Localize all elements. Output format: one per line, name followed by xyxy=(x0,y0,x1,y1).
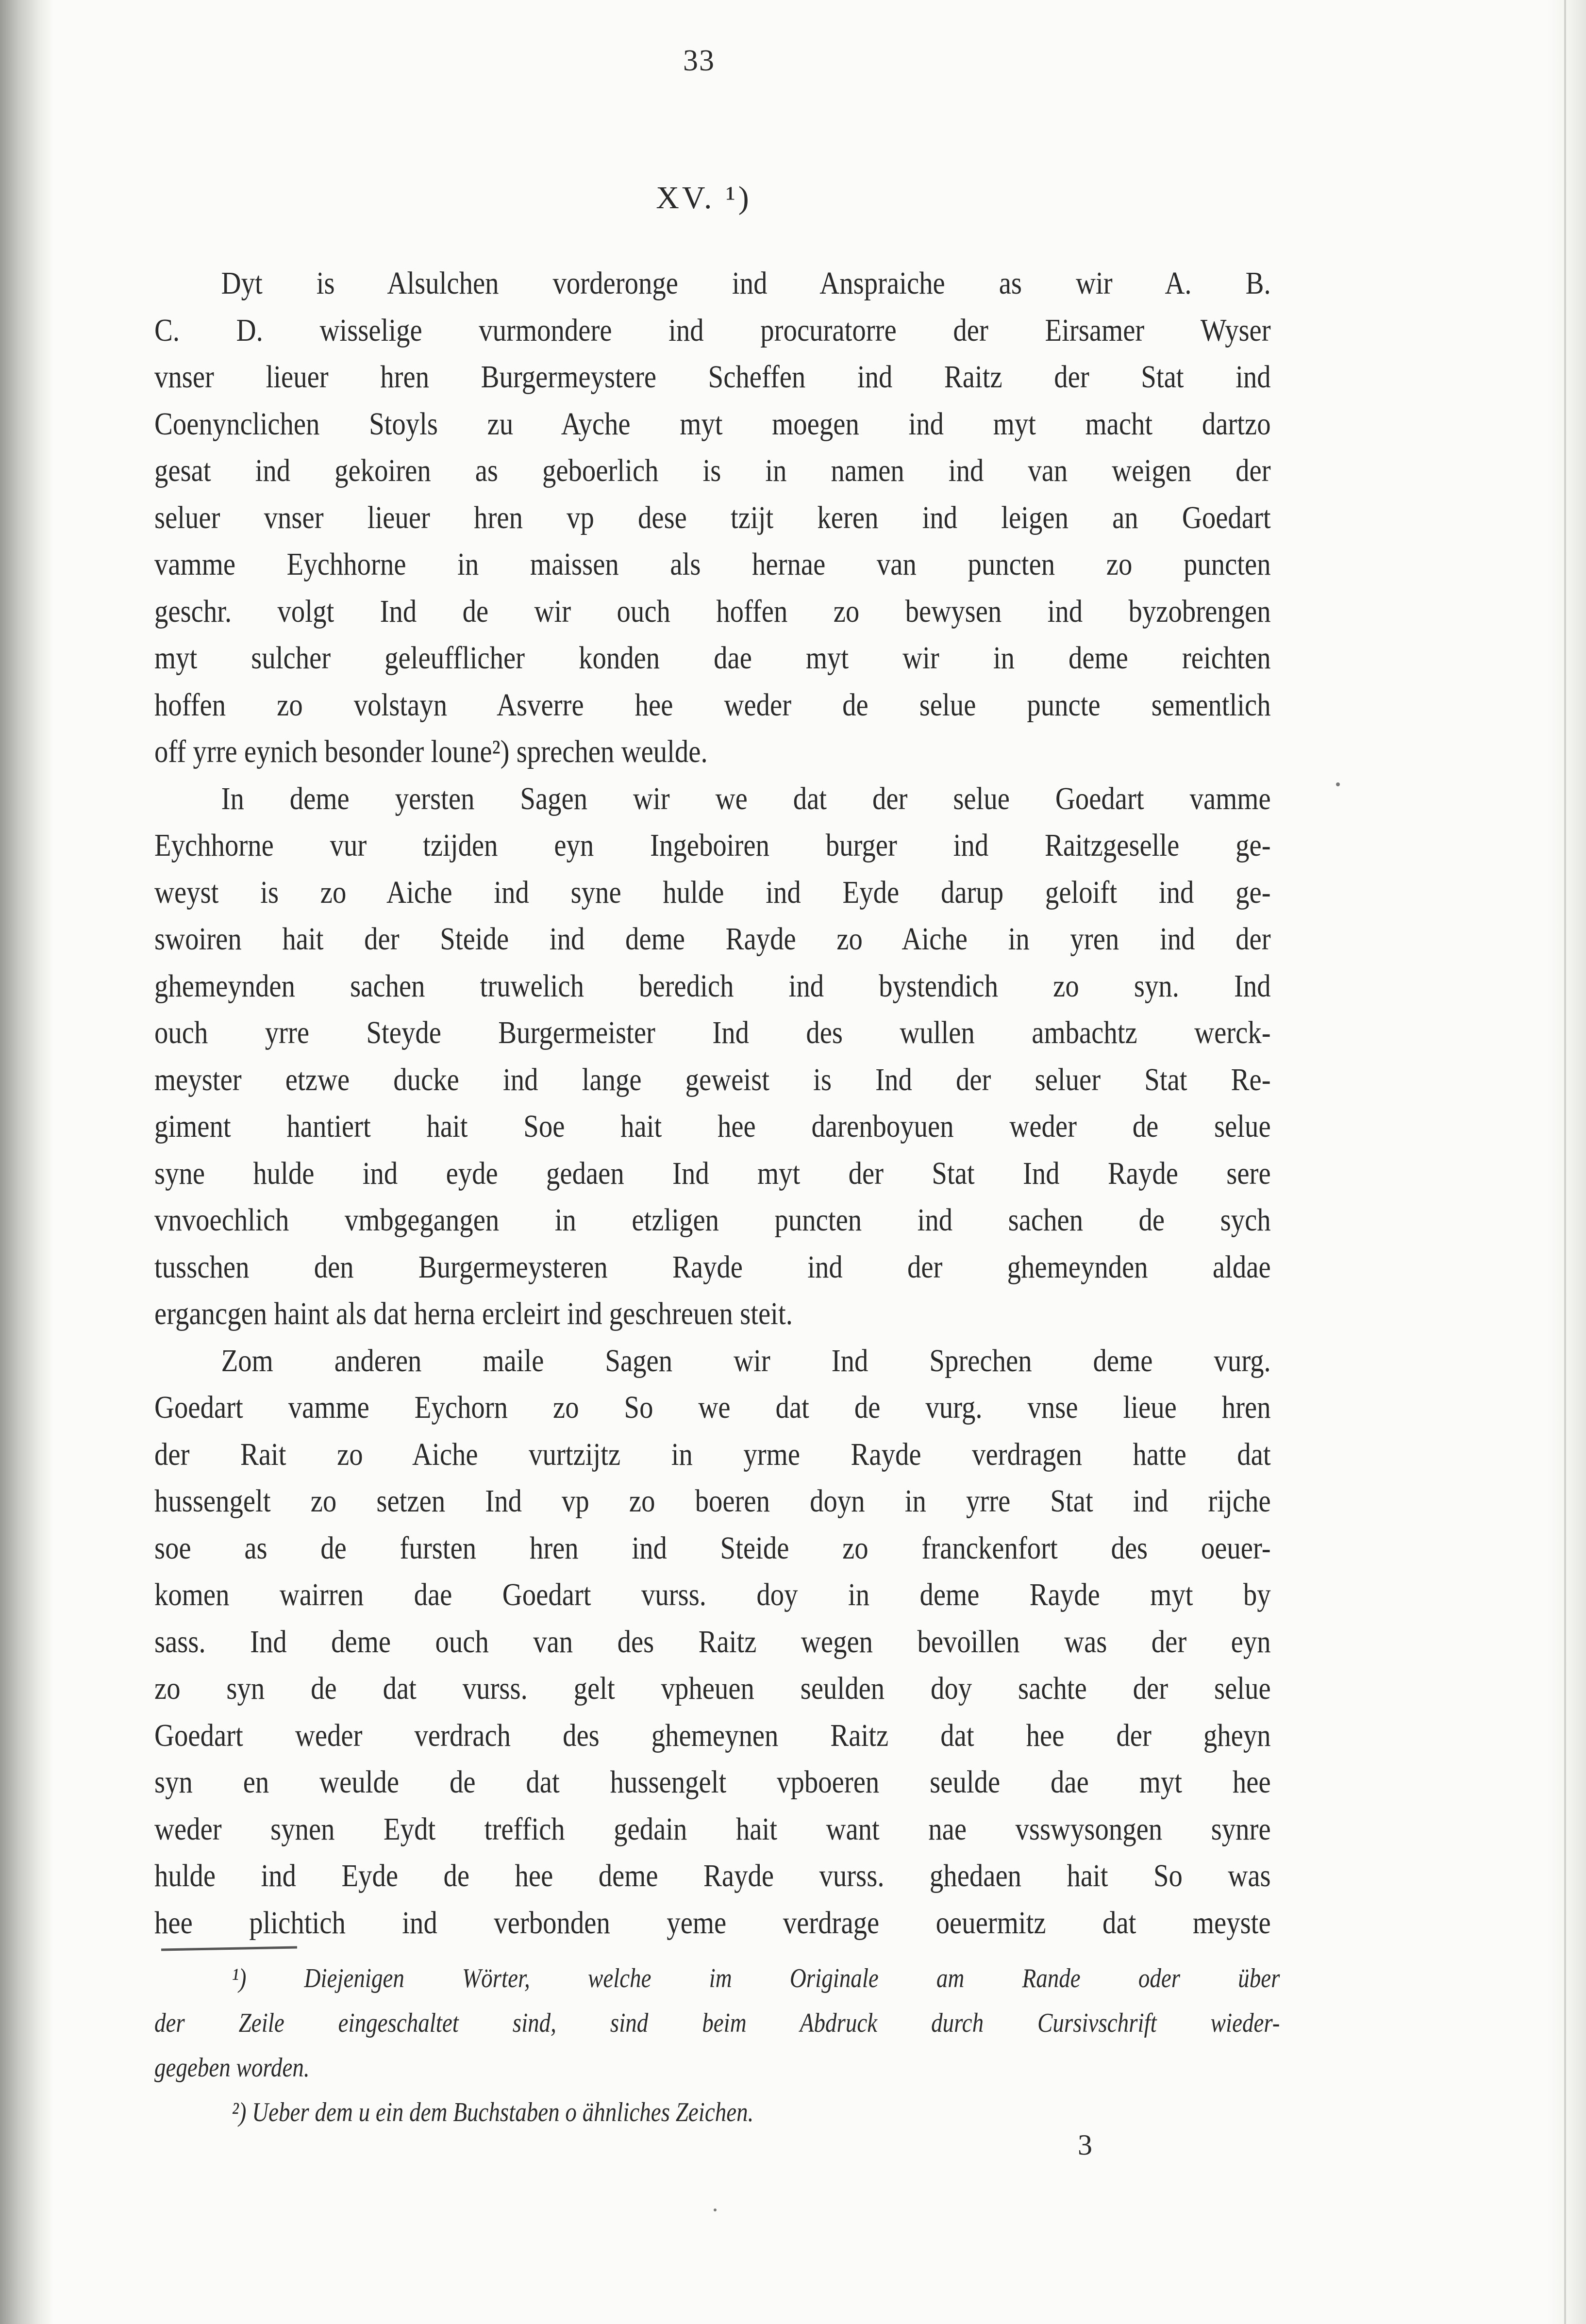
text-line: vamme Eychhorne in maissen als hernae van puncten zo puncten xyxy=(154,547,1271,582)
footnote-line: der Zeile eingeschaltet sind, sind beim Abdruck durch Cursivschrift wieder- xyxy=(154,2008,1280,2038)
text-line: C. D. wisselige vurmondere ind procuratorre der Eirsamer Wyser xyxy=(154,312,1271,348)
text-line: zo syn de dat vurss. gelt vpheuen seulden doy sachte der selue xyxy=(154,1671,1271,1706)
text-line: vnvoechlich vmbgegangen in etzligen puncten ind sachen de sych xyxy=(154,1202,1271,1238)
text-line: soe as de fursten hren ind Steide zo franckenfort des oeuer- xyxy=(154,1530,1271,1566)
scan-edge-left xyxy=(0,0,53,2324)
text-line: myt sulcher geleufflicher konden dae myt wir in deme reichten xyxy=(154,640,1271,676)
footnote-line: ²) Ueber dem u ein dem Buchstaben o ähnliches Zeichen. xyxy=(232,2097,754,2127)
text-line: ghemeynden sachen truwelich beredich ind bystendich zo syn. Ind xyxy=(154,968,1271,1004)
body-text xyxy=(154,260,1271,1946)
text-line: syne hulde ind eyde gedaen Ind myt der Stat Ind Rayde sere xyxy=(154,1155,1271,1191)
text-line: hussengelt zo setzen Ind vp zo boeren doyn in yrre Stat ind rijche xyxy=(154,1483,1271,1519)
text-line: weyst is zo Aiche ind syne hulde ind Eyde darup geloift ind ge- xyxy=(154,874,1271,910)
scan-edge-right xyxy=(1547,0,1586,2324)
text-line: hulde ind Eyde de hee deme Rayde vurss. ghedaen hait So was xyxy=(154,1858,1271,1893)
footnote-line: gegeben worden. xyxy=(154,2053,310,2083)
text-line: sass. Ind deme ouch van des Raitz wegen bevoillen was der eyn xyxy=(154,1624,1271,1660)
text-line: giment hantiert hait Soe hait hee darenboyuen weder de selue xyxy=(154,1109,1271,1144)
text-line: komen wairren dae Goedart vurss. doy in deme Rayde myt by xyxy=(154,1577,1271,1612)
text-line: vnser lieuer hren Burgermeystere Scheffen ind Raitz der Stat ind xyxy=(154,359,1271,395)
scan-speck xyxy=(714,2208,717,2211)
text-line: gesat ind gekoiren as geboerlich is in namen ind van weigen der xyxy=(154,453,1271,488)
signature-mark: 3 xyxy=(1078,2129,1092,2161)
footnote-divider xyxy=(161,1946,297,1951)
text-line: swoiren hait der Steide ind deme Rayde zo Aiche in yren ind der xyxy=(154,921,1271,957)
footnote-line: ¹) Diejenigen Wörter, welche im Originale am Rande oder über xyxy=(232,1963,1280,1993)
text-line: Coenynclichen Stoyls zu Ayche myt moegen ind myt macht dartzo xyxy=(154,406,1271,442)
text-line: meyster etzwe ducke ind lange geweist is Ind der seluer Stat Re- xyxy=(154,1062,1271,1097)
text-line: Goedart vamme Eychorn zo So we dat de vurg. vnse lieue hren xyxy=(154,1390,1271,1425)
text-line: Goedart weder verdrach des ghemeynen Raitz dat hee der gheyn xyxy=(154,1717,1271,1753)
text-line: syn en weulde de dat hussengelt vpboeren seulde dae myt hee xyxy=(154,1764,1271,1800)
text-line: ouch yrre Steyde Burgermeister Ind des wullen ambachtz werck- xyxy=(154,1015,1271,1050)
text-line: seluer vnser lieuer hren vp dese tzijt keren ind leigen an Goedart xyxy=(154,499,1271,535)
text-line: der Rait zo Aiche vurtzijtz in yrme Rayde verdragen hatte dat xyxy=(154,1436,1271,1472)
text-line: ergancgen haint als dat herna ercleirt ind geschreuen steit. xyxy=(154,1296,793,1331)
text-line: tusschen den Burgermeysteren Rayde ind der ghemeynden aldae xyxy=(154,1249,1271,1285)
scan-edge-line xyxy=(1564,0,1566,2324)
text-line: hoffen zo volstayn Asverre hee weder de selue puncte sementlich xyxy=(154,687,1271,723)
text-line: In deme yersten Sagen wir we dat der selue Goedart vamme xyxy=(221,780,1271,816)
text-line: weder synen Eydt treffich gedain hait want nae vsswysongen synre xyxy=(154,1811,1271,1847)
text-line: geschr. volgt Ind de wir ouch hoffen zo bewysen ind byzobrengen xyxy=(154,593,1271,629)
text-line: Dyt is Alsulchen vorderonge ind Anspraiche as wir A. B. xyxy=(221,266,1271,301)
text-line: Eychhorne vur tzijden eyn Ingeboiren burger ind Raitzgeselle ge- xyxy=(154,828,1271,863)
text-line: hee plichtich ind verbonden yeme verdrage oeuermitz dat meyste xyxy=(154,1905,1271,1941)
section-heading: XV. ¹) xyxy=(656,180,752,216)
page-number: 33 xyxy=(683,44,715,77)
text-line: Zom anderen maile Sagen wir Ind Sprechen deme vurg. xyxy=(221,1343,1271,1378)
scan-speck xyxy=(1336,782,1340,786)
text-line: off yrre eynich besonder loune²) sprechen weulde. xyxy=(154,734,708,769)
footnotes xyxy=(154,1956,1281,2135)
